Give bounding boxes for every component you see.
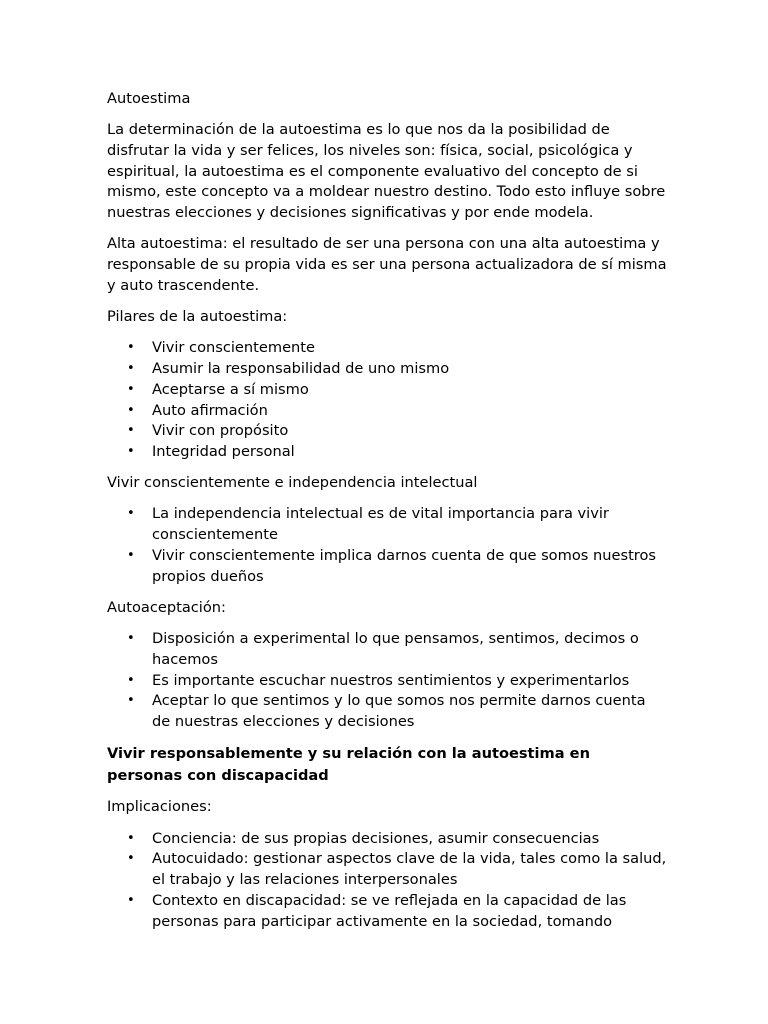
list-item: • Conciencia: de sus propias decisiones, asumir consecuencias	[107, 829, 667, 850]
bullet-icon: •	[127, 851, 135, 867]
bullet-icon: •	[127, 402, 135, 418]
bullet-icon: •	[127, 423, 135, 439]
bullet-icon: •	[127, 340, 135, 356]
document-title: Autoestima	[107, 90, 191, 107]
list-item: • Vivir conscientemente implica darnos cuenta de que somos nuestros propios dueños	[127, 546, 657, 585]
bullet-icon: •	[127, 360, 135, 376]
autoaceptacion-heading: Autoaceptación:	[107, 598, 226, 616]
bullet-icon: •	[127, 506, 135, 522]
pilares-heading: Pilares de la autoestima:	[107, 308, 288, 326]
intro-paragraph: La determinación de la autoestima es lo que nos da la posibilidad de disfrutar la vida y ser felices, los niveles son: física, social, psicológica y espiritual, la autoestima es el componente evaluativo del concepto de si mismo, este concepto va a moldear nuestro destino. Todo esto influye sobre nuestras elecciones y decisiones significativas y por ende modela.	[107, 121, 666, 222]
bullet-icon: •	[127, 892, 135, 908]
bullet-icon: •	[127, 630, 135, 646]
alta-autoestima-paragraph: Alta autoestima: el resultado de ser una persona con una alta autoestima y responsable de su propia vida es ser una persona actualizadora de sí misma y auto trascendente.	[107, 235, 667, 294]
autoaceptacion-list	[107, 629, 667, 733]
vivir-list	[107, 504, 667, 587]
bullet-icon: •	[127, 693, 135, 709]
list-item: • Es importante escuchar nuestros sentimientos y experimentarlos	[107, 671, 667, 692]
section-heading-bold: Vivir responsablemente y su relación con la autoestima en personas con discapacidad	[107, 745, 590, 785]
list-item: • Vivir conscientemente	[107, 338, 667, 359]
implicaciones-heading: Implicaciones:	[107, 798, 212, 816]
list-item: • Contexto en discapacidad: se ve reflejada en la capacidad de las personas para participar activamente en la sociedad, tomando	[127, 891, 627, 930]
list-item: • Asumir la responsabilidad de uno mismo	[107, 359, 667, 380]
bullet-icon: •	[127, 444, 135, 460]
implicaciones-list	[107, 829, 667, 933]
bullet-icon: •	[127, 672, 135, 688]
bullet-icon: •	[127, 381, 135, 397]
list-item: • Aceptarse a sí mismo	[107, 380, 667, 401]
pilares-list	[107, 338, 667, 463]
list-item: • La independencia intelectual es de vital importancia para vivir conscientemente	[127, 505, 609, 544]
list-item: • Aceptar lo que sentimos y lo que somos nos permite darnos cuenta de nuestras elecciones y decisiones	[127, 692, 646, 731]
list-item: • Vivir con propósito	[107, 421, 667, 442]
document-page	[107, 89, 667, 943]
list-item: • Disposición a experimental lo que pensamos, sentimos, decimos o hacemos	[127, 629, 639, 668]
vivir-heading: Vivir conscientemente e independencia intelectual	[107, 474, 478, 492]
bullet-icon: •	[127, 830, 135, 846]
list-item: • Auto afirmación	[107, 401, 667, 422]
list-item: • Autocuidado: gestionar aspectos clave de la vida, tales como la salud, el trabajo y las relaciones interpersonales	[127, 850, 667, 889]
bullet-icon: •	[127, 547, 135, 563]
list-item: • Integridad personal	[107, 442, 667, 463]
